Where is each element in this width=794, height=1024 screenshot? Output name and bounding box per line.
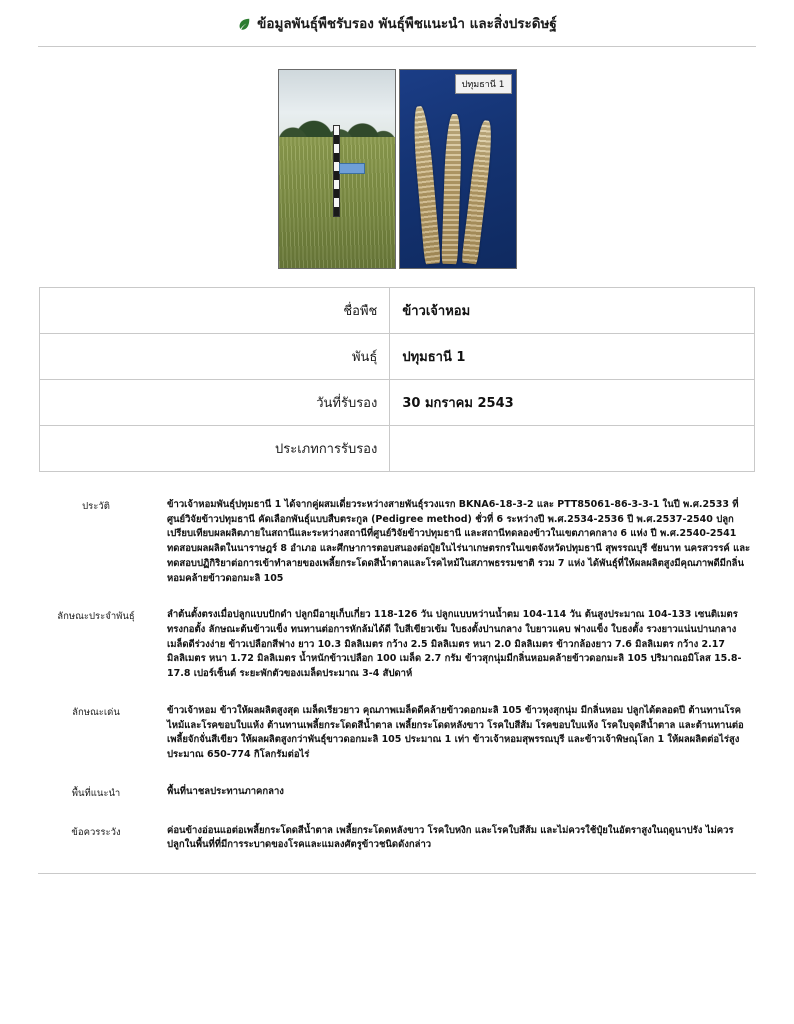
leaf-icon [237, 17, 251, 31]
table-row [40, 288, 755, 334]
rice-panicle-photo [399, 69, 517, 269]
table-row [39, 696, 755, 777]
table-row [40, 426, 755, 472]
header-divider [38, 46, 756, 47]
detail-text-cautions: ค่อนข้างอ่อนแอต่อเพลี้ยกระโดดสีน้ำตาล เพลี้ยกระโดดหลังขาว โรคใบหงิก และโรคใบสีส้ม และไม่ควรใช้ปุ๋ยในอัตราสูงในฤดูนาปรัง ไม่ควรปลูกในพื้นที่ที่มีการระบาดของโรคและแมลงศัตรูข้าวชนิดดังกล่าว [167, 824, 734, 851]
footer-divider [38, 873, 756, 874]
page-title [237, 12, 557, 34]
page-header [0, 0, 794, 44]
rice-field-photo [278, 69, 396, 269]
detail-key-cautions: ข้อควรระวัง [71, 826, 121, 838]
info-value-certify-date: 30 มกราคม 2543 [390, 380, 755, 426]
variety-info-table [39, 287, 755, 472]
table-row [40, 380, 755, 426]
detail-text-highlights: ข้าวเจ้าหอม ข้าวให้ผลผลิตสูงสุด เมล็ดเรียวยาว คุณภาพเมล็ดดีคล้ายข้าวดอกมะลิ 105 ข้าวหุงสุกนุ่ม มีกลิ่นหอม ปลูกได้ตลอดปี ต้านทานโรคไหม้และโรคขอบใบแห้ง ต้านทานเพลี้ยกระโดดสีน้ำตาล เพลี้ยกระโดดหลังขาว โรคใบสีส้ม โรคขอบใบแห้ง โรคใบจุดสีน้ำตาล และต้านทานต่อเพลี้ยจักจั่นสีเขียว ให้ผลผลิตสูงกว่าพันธุ์ขาวดอกมะลิ 105 ประมาณ 1 เท่า ข้าวเจ้าหอมสุพรรณบุรี และข้าวเจ้าพิษณุโลก 1 ให้ผลผลิตต่อไร่สูงประมาณ 650-774 กิโลกรัมต่อไร่ [167, 704, 744, 761]
detail-text-characteristics: ลำต้นตั้งตรงเมื่อปลูกแบบปักดำ ปลูกมีอายุเก็บเกี่ยว 118-126 วัน ปลูกแบบหว่านน้ำตม 104-114 วัน ต้นสูงประมาณ 104-133 เซนติเมตร ทรงกอตั้ง ลักษณะต้นข้าวแข็ง ทนทานต่อการหักล้มได้ดี ใบสีเขียวเข้ม ใบธงตั้งปานกลาง ใบยาวแคบ ฟางแข็ง ใบธงตั้ง รวงยาวแน่นปานกลาง เมล็ดดีร่วงง่าย ข้าวเปลือกสีฟาง ยาว 10.3 มิลลิเมตร กว้าง 2.5 มิลลิเมตร หนา 2.0 มิลลิเมตร ข้าวกล้องยาว 7.6 มิลลิเมตร กว้าง 2.17 มิลลิเมตร หนา 1.72 มิลลิเมตร น้ำหนักข้าวเปลือก 100 เมล็ด 2.7 กรัม ข้าวสุกนุ่มมีกลิ่นหอมคล้ายข้าวดอกมะลิ 105 ปริมาณอมิโลส 15.8-17.8 เปอร์เซ็นต์ ระยะพักตัวของเมล็ดประมาณ 3-4 สัปดาห์ [167, 609, 742, 680]
info-label-certify-date: วันที่รับรอง [40, 380, 390, 426]
photo-row [0, 69, 794, 269]
variety-name-plate: ปทุมธานี 1 [455, 74, 512, 94]
detail-text-history: ข้าวเจ้าหอมพันธุ์ปทุมธานี 1 ได้จากคู่ผสมเดี่ยวระหว่างสายพันธุ์รวงแรก BKNA6-18-3-2 และ PTT85061-86-3-3-1 ในปี พ.ศ.2533 ที่ศูนย์วิจัยข้าวปทุมธานี คัดเลือกพันธุ์แบบสืบตระกูล (Pedigree method) ชั่วที่ 6 ระหว่างปี พ.ศ.2534-2536 ปี พ.ศ.2537-2540 ปลูกเปรียบเทียบผลผลิตภายในสถานีและระหว่างสถานีที่ศูนย์วิจัยข้าวปทุมธานี และสถานีทดลองข้าวในเขตภาคกลาง 6 แห่ง ปี พ.ศ.2540-2541 ทดสอบผลผลิตในนาราษฎร์ 8 อำเภอ และศึกษาการตอบสนองต่อปุ๋ยในไร่นาเกษตรกรในเขตจังหวัดปทุมธานี สุพรรณบุรี ชัยนาท นครสวรรค์ และทดสอบปฏิกิริยาต่อการเข้าทำลายของเพลี้ยกระโดดสีน้ำตาลและโรคไหม้ในสภาพธรรมชาติ รวม 7 แห่ง ได้พันธุ์ที่ให้ผลผลิตสูงมีคุณภาพดีมีกลิ่นหอมคล้ายข้าวดอกมะลิ 105 [167, 499, 751, 584]
field-label-tag [339, 163, 365, 174]
detail-key-highlights: ลักษณะเด่น [72, 706, 120, 718]
table-row [39, 816, 755, 867]
table-row [39, 490, 755, 600]
variety-detail-table [39, 490, 755, 867]
info-value-variety: ปทุมธานี 1 [390, 334, 755, 380]
info-label-variety: พันธุ์ [40, 334, 390, 380]
detail-key-characteristics: ลักษณะประจำพันธุ์ [57, 611, 135, 623]
info-value-certify-type [390, 426, 755, 472]
info-label-certify-type: ประเภทการรับรอง [40, 426, 390, 472]
table-row [39, 777, 755, 816]
page-title-text: ข้อมูลพันธุ์พืชรับรอง พันธุ์พืชแนะนำ และสิ่งประดิษฐ์ [257, 16, 557, 32]
detail-key-recommended-area: พื้นที่แนะนำ [71, 787, 121, 799]
detail-text-recommended-area: พื้นที่นาชลประทานภาคกลาง [167, 785, 284, 797]
detail-key-history: ประวัติ [82, 501, 110, 512]
table-row [39, 600, 755, 696]
info-label-plant-name: ชื่อพืช [40, 288, 390, 334]
table-row [40, 334, 755, 380]
info-value-plant-name: ข้าวเจ้าหอม [390, 288, 755, 334]
